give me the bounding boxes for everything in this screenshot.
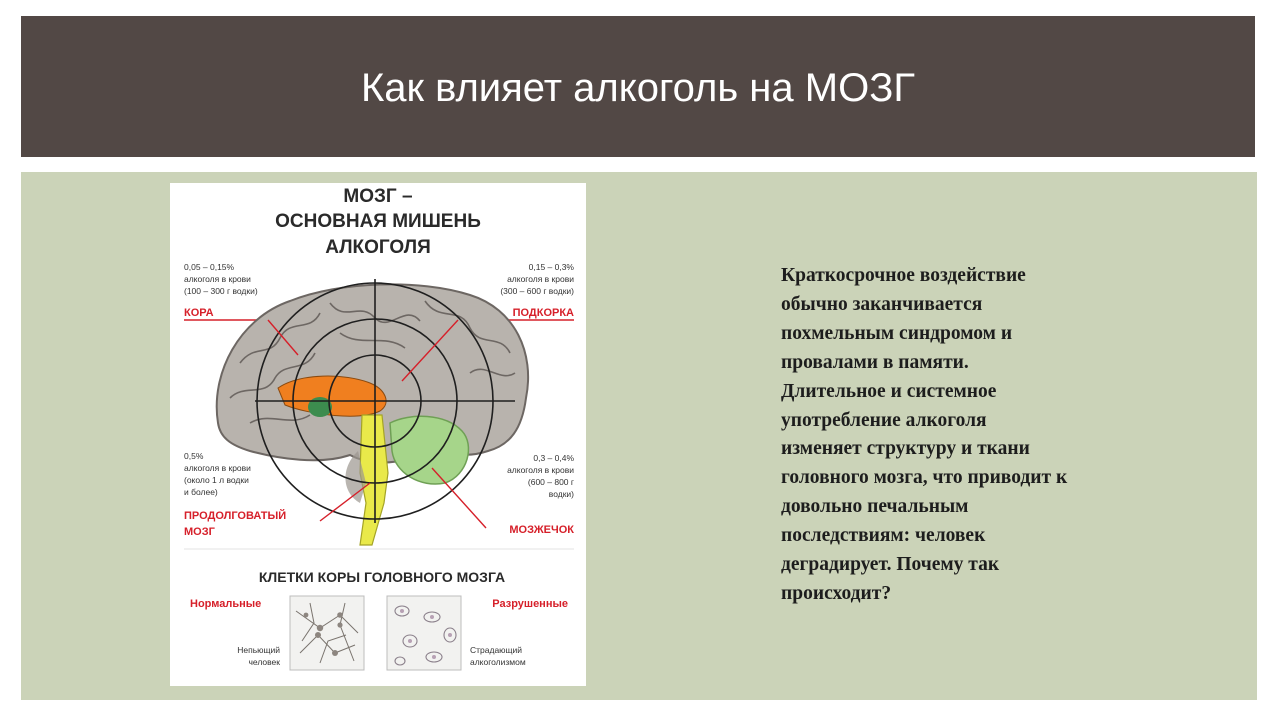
brain-infographic — [170, 183, 586, 686]
brain-infographic-svg — [170, 183, 586, 686]
body-text-line: Длительное и системное — [781, 380, 997, 402]
cerebellum-dose-line-3: (600 – 800 г — [527, 477, 574, 487]
subcortex-label: ПОДКОРКА — [512, 307, 574, 319]
body-text — [781, 262, 1161, 609]
body-text-line: деградирует. Почему так — [781, 554, 1000, 576]
cortex-dose-line-3: (100 – 300 г водки) — [184, 286, 258, 296]
body-text-line: употребление алкоголя — [781, 409, 987, 431]
cerebellum-region — [390, 416, 468, 484]
cortex-dose-line-1: 0,05 – 0,15% — [184, 262, 235, 272]
medulla-label-line-2: МОЗГ — [184, 526, 215, 538]
subcortex-dose-line-1: 0,15 – 0,3% — [528, 262, 574, 272]
normal-caption-line-1: Непьющий — [237, 645, 280, 655]
medulla-dose-line-1: 0,5% — [184, 451, 204, 461]
cortex-dose-line-2: алкоголя в крови — [184, 274, 251, 284]
normal-caption-line-2: человек — [248, 657, 280, 667]
subcortex-dose-line-2: алкоголя в крови — [507, 274, 574, 284]
brain-illustration — [217, 284, 528, 545]
body-text-line: Краткосрочное воздействие — [781, 265, 1026, 286]
damaged-caption-line-2: алкоголизмом — [470, 657, 526, 667]
body-text-line: головного мозга, что приводит к — [781, 467, 1068, 489]
medulla-dose-line-4: и более) — [184, 487, 218, 497]
cerebellum-label: МОЗЖЕЧОК — [509, 524, 574, 536]
cells-normal-label: Нормальные — [190, 598, 262, 610]
cells-damaged-label: Разрушенные — [492, 598, 568, 610]
body-text-line: довольно печальным — [781, 496, 969, 518]
body-text-line: последствиям: человек — [781, 525, 986, 547]
cerebellum-dose-line-1: 0,3 – 0,4% — [533, 453, 574, 463]
body-text-line: изменяет структуру и ткани — [781, 438, 1030, 460]
medulla-label-line-1: ПРОДОЛГОВАТЫЙ — [184, 510, 287, 522]
cerebellum-dose-line-4: водки) — [548, 489, 574, 499]
damaged-cells-image — [387, 596, 461, 670]
body-text-line: происходит? — [781, 582, 892, 604]
cerebellum-dose-line-2: алкоголя в крови — [507, 465, 574, 475]
normal-cells-image — [290, 596, 364, 670]
medulla-dose-line-3: (около 1 л водки — [184, 475, 249, 485]
body-text-line: провалами в памяти. — [781, 351, 969, 373]
cortex-label: КОРА — [184, 307, 214, 319]
damaged-caption-line-1: Страдающий — [470, 645, 523, 655]
cells-heading: КЛЕТКИ КОРЫ ГОЛОВНОГО МОЗГА — [258, 569, 506, 585]
subcortex-dose-line-3: (300 – 600 г водки) — [500, 286, 574, 296]
slide-title: Как влияет алкоголь на МОЗГ — [360, 66, 916, 110]
body-text-line: похмельным синдромом и — [781, 322, 1013, 344]
title-bar — [21, 16, 1255, 157]
body-text-line: обычно заканчивается — [781, 293, 983, 315]
figure-heading-line-3: АЛКОГОЛЯ — [325, 237, 431, 258]
figure-heading-line-2: ОСНОВНАЯ МИШЕНЬ — [275, 211, 481, 232]
medulla-dose-line-2: алкоголя в крови — [184, 463, 251, 473]
figure-heading-line-1: МОЗГ – — [343, 186, 413, 207]
